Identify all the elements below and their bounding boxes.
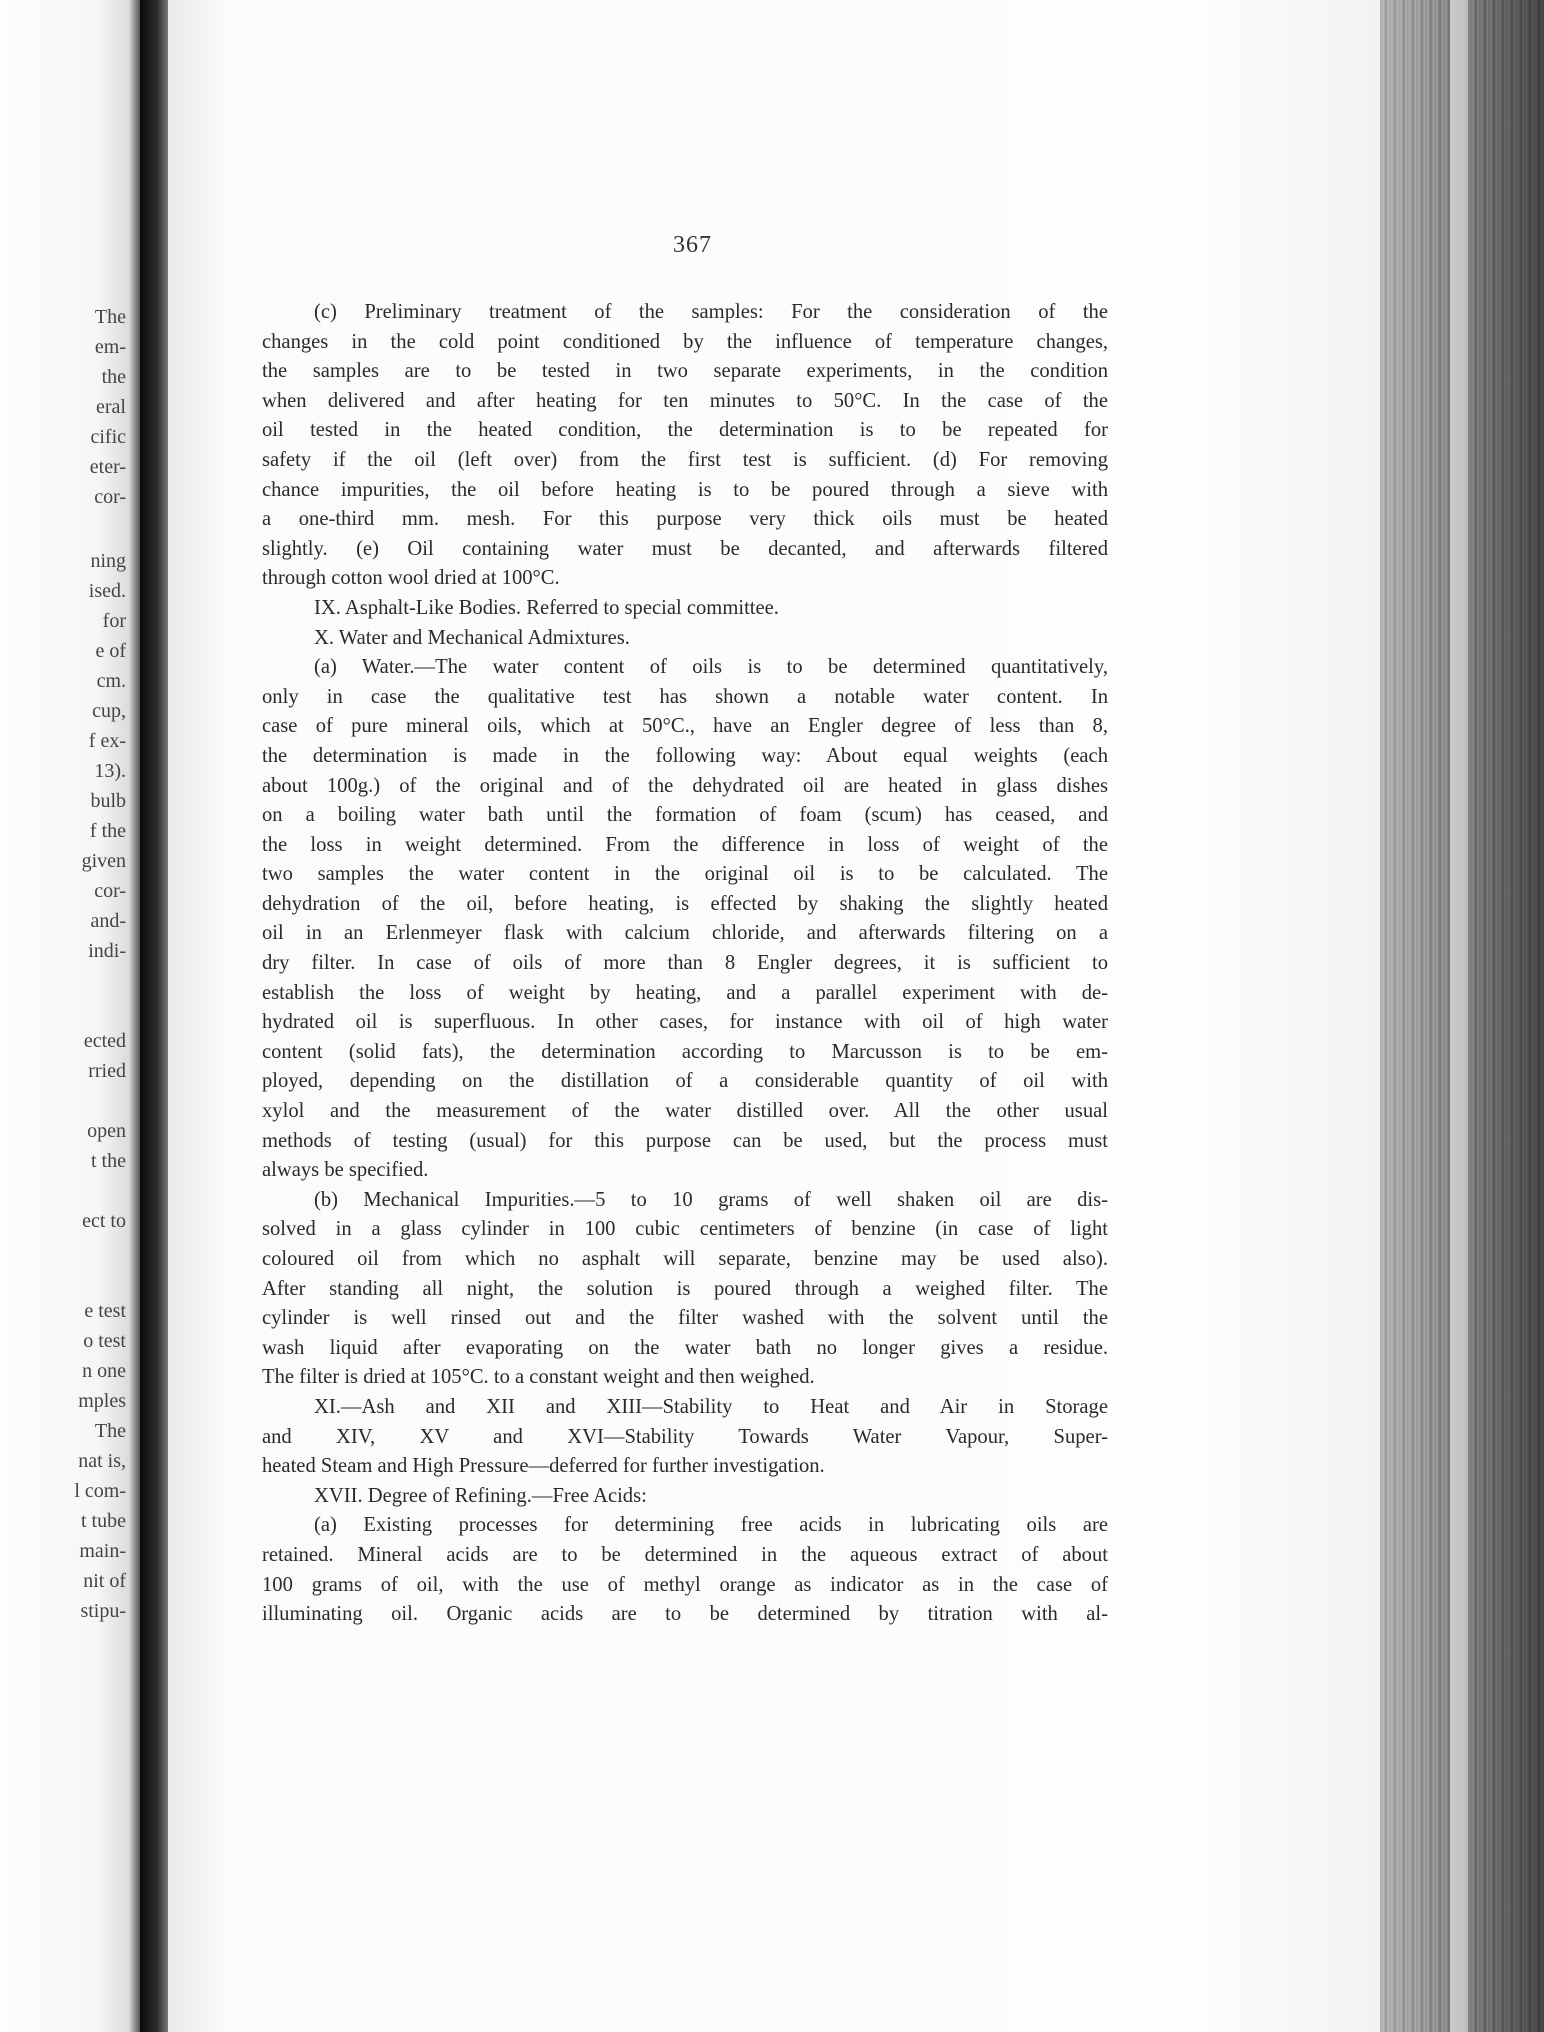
text-line: when delivered and after heating for ten minutes to 50°C. In the case of the: [262, 389, 1108, 412]
facing-page-fragment: open: [87, 1120, 126, 1142]
text-line: oil tested in the heated condition, the determination is to be repeated for: [262, 419, 1108, 442]
facing-page-fragment: e test: [84, 1300, 126, 1322]
facing-page-left: [0, 0, 140, 2032]
text-line: on a boiling water bath until the formation of foam (scum) has ceased, and: [262, 804, 1108, 827]
facing-page-fragment: nit of: [83, 1570, 126, 1592]
facing-page-fragment: cor-: [94, 880, 126, 902]
text-line: heated Steam and High Pressure—deferred for further investigation.: [262, 1455, 825, 1478]
facing-page-fragment: t tube: [81, 1510, 126, 1532]
page-edges: [1380, 0, 1544, 2032]
text-line: about 100g.) of the original and of the dehydrated oil are heated in glass dishes: [262, 774, 1108, 797]
facing-page-fragment: ning: [90, 550, 126, 572]
facing-page-fragment: f ex-: [88, 730, 126, 752]
text-line: After standing all night, the solution is poured through a weighed filter. The: [262, 1277, 1108, 1300]
text-line: the samples are to be tested in two separate experiments, in the condition: [262, 360, 1108, 383]
facing-page-fragment: mples: [78, 1390, 126, 1412]
text-line: 100 grams of oil, with the use of methyl orange as indicator as in the case of: [262, 1573, 1108, 1596]
text-line: (a) Existing processes for determining free acids in lubricating oils are: [314, 1514, 1108, 1537]
facing-page-fragment: and-: [90, 910, 126, 932]
facing-page-fragment: ected: [83, 1030, 126, 1052]
text-line: (b) Mechanical Impurities.—5 to 10 grams of well shaken oil are dis-: [314, 1188, 1108, 1211]
text-line: X. Water and Mechanical Admixtures.: [314, 626, 630, 649]
text-line: chance impurities, the oil before heating is to be poured through a sieve with: [262, 478, 1108, 501]
text-line: content (solid fats), the determination according to Marcusson is to be em-: [262, 1040, 1108, 1063]
facing-page-fragment: cm.: [96, 670, 126, 692]
text-line: oil in an Erlenmeyer flask with calcium chloride, and afterwards filtering on a: [262, 922, 1108, 945]
facing-page-fragment: indi-: [88, 940, 126, 962]
text-line: the loss in weight determined. From the difference in loss of weight of the: [262, 833, 1108, 856]
text-line: cylinder is well rinsed out and the filter washed with the solvent until the: [262, 1307, 1108, 1330]
text-line: methods of testing (usual) for this purpose can be used, but the process must: [262, 1129, 1108, 1152]
facing-page-fragment: The: [94, 306, 126, 328]
facing-page-fragment: cific: [90, 426, 126, 448]
text-line: the determination is made in the following way: About equal weights (each: [262, 744, 1108, 767]
text-line: safety if the oil (left over) from the first test is sufficient. (d) For removing: [262, 448, 1108, 471]
text-line: The filter is dried at 105°C. to a constant weight and then weighed.: [262, 1366, 815, 1389]
text-line: two samples the water content in the original oil is to be calculated. The: [262, 863, 1108, 886]
facing-page-fragment: stipu-: [80, 1600, 126, 1622]
text-line: slightly. (e) Oil containing water must be decanted, and afterwards filtered: [262, 537, 1108, 560]
text-line: changes in the cold point conditioned by the influence of temperature changes,: [262, 330, 1108, 353]
text-line: ployed, depending on the distillation of a considerable quantity of oil with: [262, 1070, 1108, 1093]
text-line: establish the loss of weight by heating, and a parallel experiment with de-: [262, 981, 1108, 1004]
book-gutter: [140, 0, 168, 2032]
facing-page-fragment: bulb: [90, 790, 126, 812]
body-text: [262, 298, 1108, 1630]
text-line: solved in a glass cylinder in 100 cubic centimeters of benzine (in case of light: [262, 1218, 1108, 1241]
facing-page-fragment: f the: [89, 820, 126, 842]
facing-page-fragment: t the: [91, 1150, 126, 1172]
facing-page-fragment: ised.: [88, 580, 126, 602]
text-line: XI.—Ash and XII and XIII—Stability to Heat and Air in Storage: [314, 1395, 1108, 1418]
text-line: case of pure mineral oils, which at 50°C., have an Engler degree of less than 8,: [262, 715, 1108, 738]
facing-page-fragment: the: [101, 366, 126, 388]
text-line: XVII. Degree of Refining.—Free Acids:: [314, 1484, 647, 1507]
facing-page-fragment: em-: [94, 336, 126, 358]
text-line: only in case the qualitative test has shown a notable water content. In: [262, 685, 1108, 708]
text-line: illuminating oil. Organic acids are to be determined by titration with al-: [262, 1603, 1108, 1626]
text-line: (a) Water.—The water content of oils is to be determined quantitatively,: [314, 656, 1108, 679]
facing-page-fragment: ect to: [82, 1210, 126, 1232]
facing-page-fragment: main-: [79, 1540, 126, 1562]
text-line: (c) Preliminary treatment of the samples: For the consideration of the: [314, 301, 1108, 323]
page-edge-shade: [1380, 0, 1544, 2032]
text-line: IX. Asphalt-Like Bodies. Referred to special committee.: [314, 596, 779, 619]
text-line: dry filter. In case of oils of more than 8 Engler degrees, it is sufficient to: [262, 952, 1108, 975]
facing-page-fragment: for: [102, 610, 126, 632]
facing-page-fragment: 13).: [94, 760, 126, 782]
facing-page-fragment: given: [81, 850, 126, 872]
text-line: always be specified.: [262, 1159, 429, 1182]
facing-page-fragment: e of: [95, 640, 126, 662]
facing-page-fragment: eral: [96, 396, 126, 418]
text-line: through cotton wool dried at 100°C.: [262, 567, 560, 590]
facing-page-fragment: rried: [88, 1060, 126, 1082]
text-line: and XIV, XV and XVI—Stability Towards Water Vapour, Super-: [262, 1425, 1108, 1448]
facing-page-fragment: cup,: [92, 700, 126, 722]
text-line: coloured oil from which no asphalt will separate, benzine may be used also).: [262, 1248, 1108, 1270]
facing-page-fragment: nat is,: [78, 1450, 126, 1472]
text-line: xylol and the measurement of the water distilled over. All the other usual: [262, 1100, 1108, 1123]
page-number: 367: [673, 232, 712, 258]
text-line: a one-third mm. mesh. For this purpose very thick oils must be heated: [262, 508, 1108, 531]
facing-page-fragment: eter-: [89, 456, 126, 478]
facing-page-fragment: o test: [83, 1330, 126, 1352]
text-line: hydrated oil is superfluous. In other cases, for instance with oil of high water: [262, 1011, 1108, 1034]
facing-page-fragment: The: [94, 1420, 126, 1442]
facing-page-fragment: l com-: [74, 1480, 126, 1502]
text-line: wash liquid after evaporating on the water bath no longer gives a residue.: [262, 1336, 1108, 1359]
text-line: dehydration of the oil, before heating, is effected by shaking the slightly heated: [262, 892, 1108, 915]
facing-page-fragment: cor-: [94, 486, 126, 508]
facing-page-fragment: n one: [82, 1360, 126, 1382]
text-line: retained. Mineral acids are to be determined in the aqueous extract of about: [262, 1543, 1108, 1566]
